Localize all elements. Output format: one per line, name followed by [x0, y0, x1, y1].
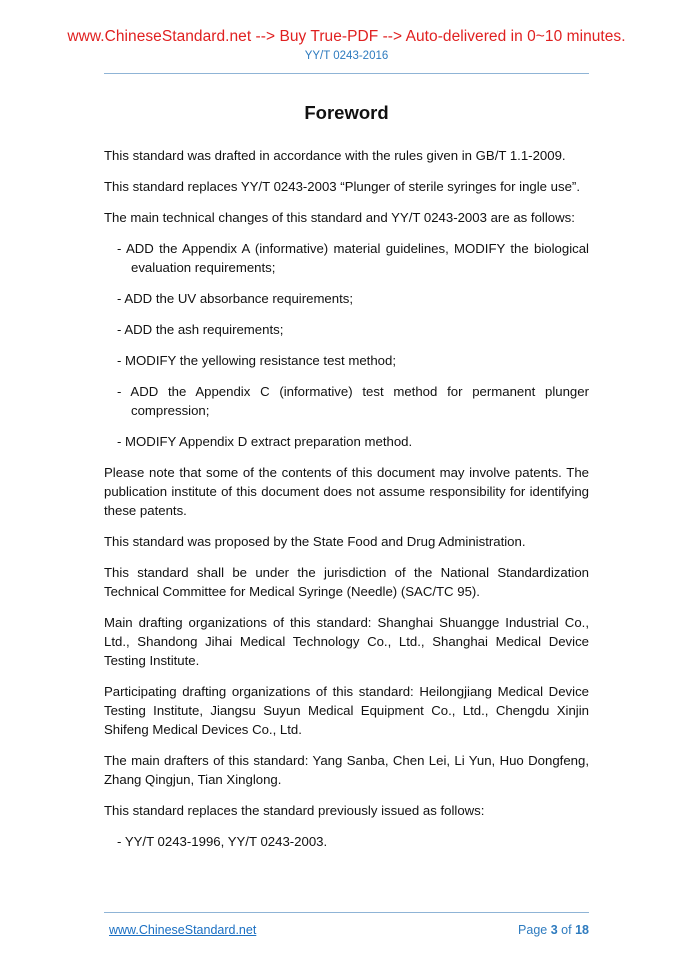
footer-website-link[interactable]: www.ChineseStandard.net — [109, 923, 257, 937]
list-item: - ADD the UV absorbance requirements; — [117, 291, 354, 306]
current-page: 3 — [550, 923, 558, 937]
list-item: - ADD the Appendix A (informative) material guidelines, MODIFY the biological evaluation requirements; — [117, 241, 589, 275]
footer-divider — [104, 912, 589, 913]
page-title: Foreword — [304, 102, 389, 123]
paragraph-previous-editions: This standard replaces the standard previously issued as follows: — [104, 803, 485, 818]
paragraph-main-organizations: Main drafting organizations of this standard: Shanghai Shuangge Industrial Co., Ltd., Shandong Jihai Medical Technology Co., Ltd., Shanghai Medical Device Testing Institute. — [104, 615, 589, 668]
header-divider — [104, 73, 589, 74]
list-item: - ADD the ash requirements; — [117, 322, 284, 337]
paragraph-patents: Please note that some of the contents of this document may involve patents. The publication institute of this document does not assume responsibility for identifying these patents. — [104, 465, 589, 518]
document-body — [104, 146, 589, 863]
page-label: Page — [518, 923, 548, 937]
paragraph-participating-organizations: Participating drafting organizations of this standard: Heilongjiang Medical Device Testing Institute, Jiangsu Suyun Medical Equipment Co., Ltd., Chengdu Xinjin Shifeng Medical Devices Co., Ltd. — [104, 684, 589, 737]
list-item: - YY/T 0243-1996, YY/T 0243-2003. — [117, 834, 328, 849]
paragraph-changes-intro: The main technical changes of this standard and YY/T 0243-2003 are as follows: — [104, 210, 575, 225]
of-label: of — [561, 923, 572, 937]
paragraph-drafting-rules: This standard was drafted in accordance with the rules given in GB/T 1.1-2009. — [104, 148, 566, 163]
total-pages: 18 — [575, 923, 589, 937]
paragraph-proposed-by: This standard was proposed by the State Food and Drug Administration. — [104, 534, 526, 549]
list-item: - ADD the Appendix C (informative) test method for permanent plunger compression; — [117, 384, 589, 418]
paragraph-jurisdiction: This standard shall be under the jurisdiction of the National Standardization Technical Committee for Medical Syringe (Needle) (SAC/TC 95). — [104, 565, 589, 599]
page-number — [518, 923, 589, 937]
buy-pdf-banner[interactable]: www.ChineseStandard.net --> Buy True-PDF --> Auto-delivered in 0~10 minutes. — [67, 28, 626, 45]
list-item: - MODIFY the yellowing resistance test method; — [117, 353, 397, 368]
paragraph-replaces: This standard replaces YY/T 0243-2003 “Plunger of sterile syringes for ingle use”. — [104, 179, 580, 194]
paragraph-drafters: The main drafters of this standard: Yang Sanba, Chen Lei, Li Yun, Huo Dongfeng, Zhang Qingjun, Tian Xinglong. — [104, 753, 589, 787]
list-item: - MODIFY Appendix D extract preparation method. — [117, 434, 413, 449]
document-code: YY/T 0243-2016 — [304, 50, 389, 62]
